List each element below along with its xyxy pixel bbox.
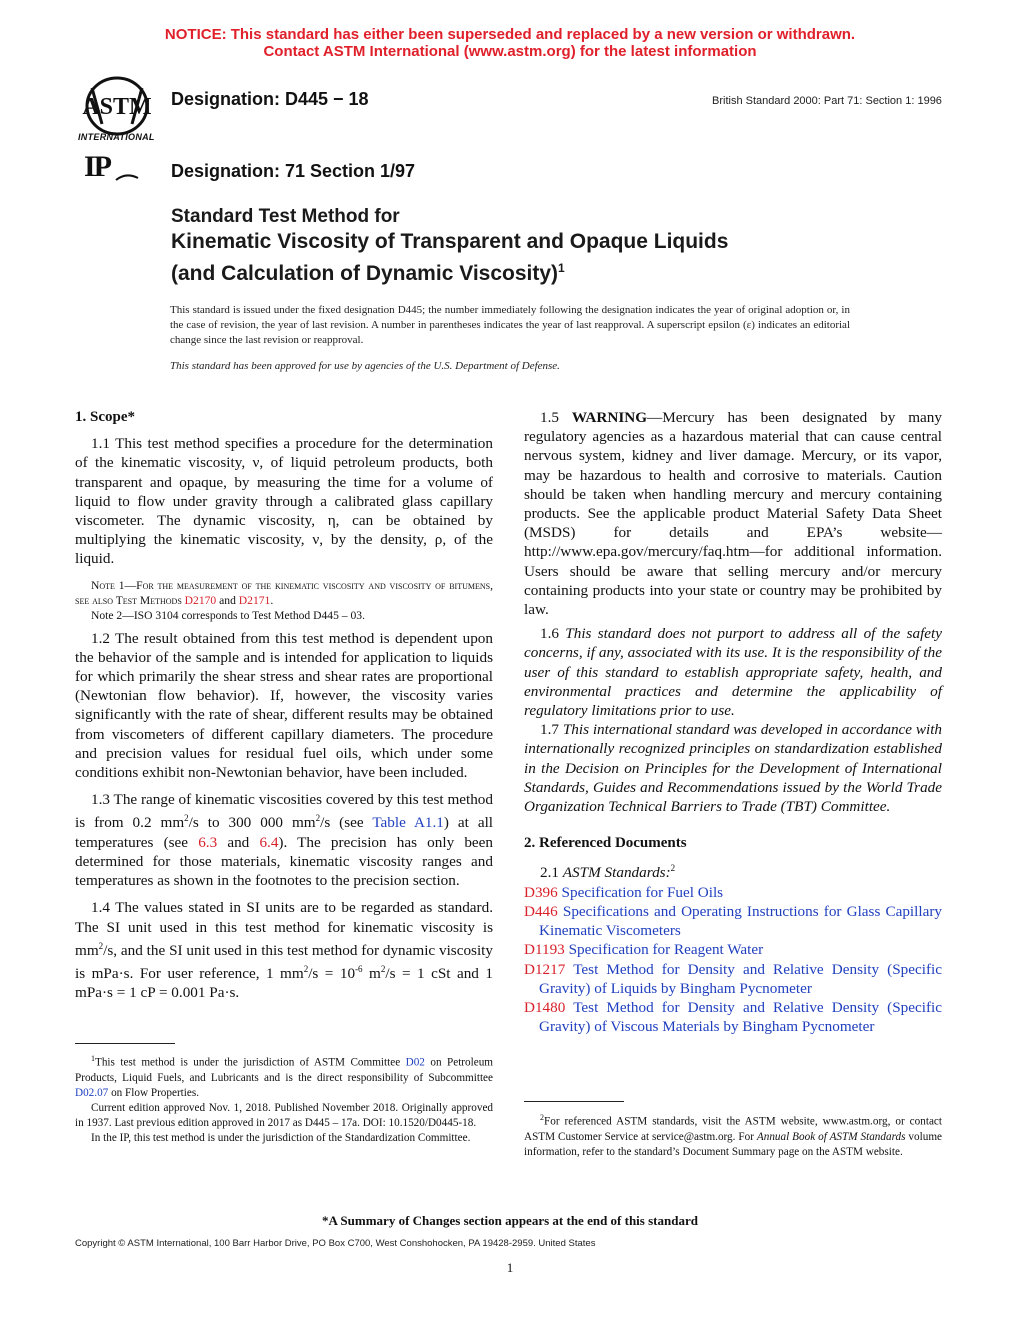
para-1-7-text: This international standard was developed in accordance with internationally recognized principles on standardization established in the Decision on Principles for the Development of International Standards, Guides and Recommendations issued by the World Trade Organization Technical Barriers to Trade (TBT) Committee. bbox=[524, 721, 943, 816]
footnote-1-marker: 1 bbox=[91, 1054, 95, 1063]
para-1-6-text: This standard does not purport to address all of the safety concerns, if any, associated with its use. It is the responsibility of the user of this standard to establish appropriate safety, health, and environmental practices and determine the applicability of regulatory limitations prior to use. bbox=[524, 625, 942, 720]
note-2: Note 2—ISO 3104 corresponds to Test Method D445 – 03. bbox=[91, 608, 365, 622]
ref-code[interactable]: D1193 bbox=[524, 941, 565, 959]
para-1-1: 1.1 This test method specifies a procedure for the determination of the kinematic viscosity, ν, of liquid petroleum products, both transparent and opaque, by measuring the time for a volume of liquid to flow under gravity through a calibrated glass capillary viscometer. The dynamic viscosity, η, can be obtained by multiplying the kinematic viscosity, ν, by the density, ρ, of the liquid. bbox=[75, 435, 493, 568]
note-1-and: and bbox=[216, 593, 239, 607]
sup-2: 2 bbox=[98, 940, 104, 951]
designation-astm: Designation: D445 − 18 bbox=[171, 89, 369, 109]
left-footnotes bbox=[75, 1051, 493, 1146]
para-1-3-f: ). The precision has only been determined for those materials, kinematic viscosity ranges and temperatures as shown in the footnotes to the precision section. bbox=[75, 833, 493, 890]
para-1-4-e: /s = 1 cSt and 1 mPa·s = 1 cP = 0.001 Pa·s. bbox=[75, 965, 493, 1002]
notice-line-1: NOTICE: This standard has either been superseded and replaced by a new version or withdrawn. bbox=[164, 26, 856, 43]
footnote-rule-left bbox=[75, 1043, 175, 1044]
ip-logo bbox=[84, 150, 144, 190]
ref-code[interactable]: D446 bbox=[524, 902, 558, 920]
ref-title[interactable]: Test Method for Density and Relative Density (Specific Gravity) of Viscous Materials by Bingham Pycnometer bbox=[539, 998, 942, 1036]
note-1-end: . bbox=[270, 593, 274, 607]
para-1-7-num: 1.7 bbox=[540, 721, 563, 739]
footnote-2 bbox=[524, 1110, 942, 1160]
ref-title[interactable]: Specification for Fuel Oils bbox=[557, 883, 724, 901]
british-standard: British Standard 2000: Part 71: Section 1: 1996 bbox=[712, 95, 942, 107]
scope-heading: 1. Scope* bbox=[75, 409, 135, 425]
para-1-6-num: 1.6 bbox=[540, 625, 566, 643]
link-d02-07[interactable]: D02.07 bbox=[75, 1086, 109, 1099]
ip-logo-swoosh-icon bbox=[114, 170, 140, 184]
footnote-1-b: on Petroleum Products, Liquid Fuels, and Lubricants and is the direct responsibility of Subcommittee bbox=[75, 1056, 493, 1084]
para-1-4-d: m bbox=[362, 965, 381, 983]
link-d2171[interactable]: D2171 bbox=[238, 593, 271, 607]
para-1-4 bbox=[75, 898, 493, 1002]
ref-title[interactable]: Specifications and Operating Instructions for Glass Capillary Kinematic Viscometers bbox=[539, 902, 942, 940]
astm-logo bbox=[72, 74, 162, 146]
link-6-4[interactable]: 6.4 bbox=[259, 833, 279, 851]
astm-logo-icon bbox=[72, 74, 162, 138]
designation-ip: Designation: 71 Section 1/97 bbox=[171, 161, 416, 181]
sup-2: 2 bbox=[380, 964, 386, 974]
title-line-3-text: (and Calculation of Dynamic Viscosity) bbox=[171, 262, 559, 285]
ip-logo-text: IP bbox=[84, 150, 110, 183]
title-line-1: Standard Test Method for bbox=[171, 206, 400, 227]
document-title bbox=[171, 205, 728, 287]
title-footnote-ref: 1 bbox=[558, 261, 565, 275]
warning-label: WARNING bbox=[571, 409, 648, 426]
ref-code[interactable]: D1480 bbox=[524, 998, 566, 1016]
footnote-2-book: Annual Book of ASTM Standards bbox=[756, 1130, 906, 1143]
sup-2: 2 bbox=[303, 964, 309, 974]
para-2-1-num: 2.1 bbox=[540, 864, 563, 882]
sup-2: 2 bbox=[315, 813, 321, 824]
link-d02[interactable]: D02 bbox=[405, 1056, 425, 1069]
sup-2: 2 bbox=[184, 813, 189, 824]
title-line-3 bbox=[171, 255, 728, 287]
para-1-5-num: 1.5 bbox=[540, 409, 572, 426]
right-column bbox=[524, 408, 942, 1036]
footnote-edition: Current edition approved Nov. 1, 2018. Published November 2018. Originally approved in 1937. Last previous edition approved in 2017 as D445 – 17a. DOI: 10.1520/D0445-18. bbox=[75, 1101, 493, 1129]
notice-line-2: Contact ASTM International (www.astm.org) for the latest information bbox=[263, 43, 757, 60]
para-2-1 bbox=[524, 859, 942, 882]
copyright: Copyright © ASTM International, 100 Barr Harbor Drive, PO Box C700, West Conshohocken, PA 19428-2959. United States bbox=[75, 1238, 596, 1249]
ref-code[interactable]: D396 bbox=[524, 883, 558, 901]
footnote-2-marker: 2 bbox=[540, 1113, 544, 1122]
link-table-a1-1[interactable]: Table A1.1 bbox=[372, 814, 444, 832]
para-1-4-c: /s = 10 bbox=[308, 965, 356, 983]
para-1-3 bbox=[75, 790, 493, 890]
summary-of-changes-note: *A Summary of Changes section appears at the end of this standard bbox=[322, 1213, 698, 1228]
ref-title[interactable]: Test Method for Density and Relative Density (Specific Gravity) of Liquids by Bingham Pycnometer bbox=[539, 960, 942, 997]
para-1-6 bbox=[524, 624, 942, 720]
para-1-3-b: /s to 300 000 mm bbox=[188, 814, 316, 832]
svg-text:ASTM: ASTM bbox=[82, 94, 152, 120]
astm-standards-footnote-ref: 2 bbox=[670, 863, 676, 874]
para-1-2: 1.2 The result obtained from this test method is dependent upon the behavior of the sample and is intended for application to liquids for which primarily the shear stress and shear rates are proportional (Newtonian flow behavior). If, however, the viscosity varies significantly with the rate of shear, different results may be obtained from viscometers of different capillary diameters. The procedure and precision values for residual fuel oils, which under some conditions exhibit non-Newtonian behavior, have been included. bbox=[75, 629, 493, 782]
para-1-3-a: 1.3 The range of kinematic viscosities covered by this test method is from 0.2 mm bbox=[75, 791, 493, 832]
para-1-3-d: ) at all temperatures (see bbox=[75, 814, 494, 851]
para-1-3-c: /s (see bbox=[320, 814, 373, 832]
ref-item[interactable] bbox=[524, 902, 942, 940]
left-column bbox=[75, 408, 493, 1002]
astm-standards-label: ASTM Standards: bbox=[562, 864, 671, 882]
para-1-4-b: /s, and the SI unit used in this test method for dynamic viscosity is mPa·s. For user reference, 1 mm bbox=[75, 941, 493, 983]
title-line-2: Kinematic Viscosity of Transparent and Opaque Liquids bbox=[171, 230, 729, 253]
withdrawal-notice bbox=[0, 26, 1020, 60]
para-1-3-e: and bbox=[217, 833, 260, 851]
note-1 bbox=[75, 578, 493, 608]
ref-title[interactable]: Specification for Reagent Water bbox=[564, 941, 764, 959]
ref-item[interactable] bbox=[524, 960, 942, 998]
footnote-2-c: volume information, refer to the standard’s Document Summary page on the ASTM website. bbox=[524, 1130, 942, 1158]
footnote-1 bbox=[75, 1051, 493, 1101]
para-1-5-text: —Mercury has been designated by many regulatory agencies as a hazardous material that can cause central nervous system, kidney and liver damage. Mercury, or its vapor, may be hazardous to health and corrosive to materials. Caution should be taken when handling mercury and mercury containing products. See the applicable product Material Safety Data Sheet (MSDS) for details and EPA’s website—http://www.epa.gov/mercury/faq.htm—for additional information. Users should be aware that selling mercury and/or mercury containing products into your state or country may be prohibited by law. bbox=[524, 409, 942, 619]
footnote-ip: In the IP, this test method is under the jurisdiction of the Standardization Committee. bbox=[91, 1131, 471, 1144]
page-number: 1 bbox=[506, 1260, 514, 1275]
footnote-rule-right bbox=[524, 1101, 624, 1102]
note-1-text: Note 1—For the measurement of the kinematic viscosity and viscosity of bitumens, see also Test Methods bbox=[75, 578, 493, 607]
footnote-2-a: For referenced ASTM standards, visit the ASTM website, www.astm.org, or contact ASTM Customer Service at service@astm.org. For bbox=[524, 1115, 942, 1143]
dod-approval: This standard has been approved for use by agencies of the U.S. Department of Defense. bbox=[170, 360, 560, 372]
para-1-4-a: 1.4 The values stated in SI units are to be regarded as standard. The SI unit used in this test method for kinematic viscosity is mm bbox=[75, 899, 493, 959]
ref-item[interactable] bbox=[524, 940, 942, 959]
astm-logo-caption: INTERNATIONAL bbox=[78, 132, 155, 142]
footnote-1-c: on Flow Properties. bbox=[108, 1086, 200, 1099]
issued-statement: This standard is issued under the fixed designation D445; the number immediately following the designation indicates the year of original adoption or, in the case of revision, the year of last revision. A number in parentheses indicates the year of last reapproval. A superscript epsilon (ε) indicates an editorial change since the last revision or reapproval. bbox=[170, 304, 850, 346]
refdocs-heading: 2. Referenced Documents bbox=[524, 835, 687, 852]
ref-code[interactable]: D1217 bbox=[524, 960, 566, 978]
para-1-7 bbox=[524, 720, 942, 816]
link-d2170[interactable]: D2170 bbox=[184, 593, 217, 607]
sup-neg6: -6 bbox=[355, 964, 363, 974]
para-1-5 bbox=[524, 408, 942, 619]
link-6-3[interactable]: 6.3 bbox=[198, 833, 218, 851]
ref-item[interactable] bbox=[524, 998, 942, 1036]
ref-item[interactable] bbox=[524, 883, 942, 902]
footnote-1-a: This test method is under the jurisdiction of ASTM Committee bbox=[95, 1056, 406, 1069]
